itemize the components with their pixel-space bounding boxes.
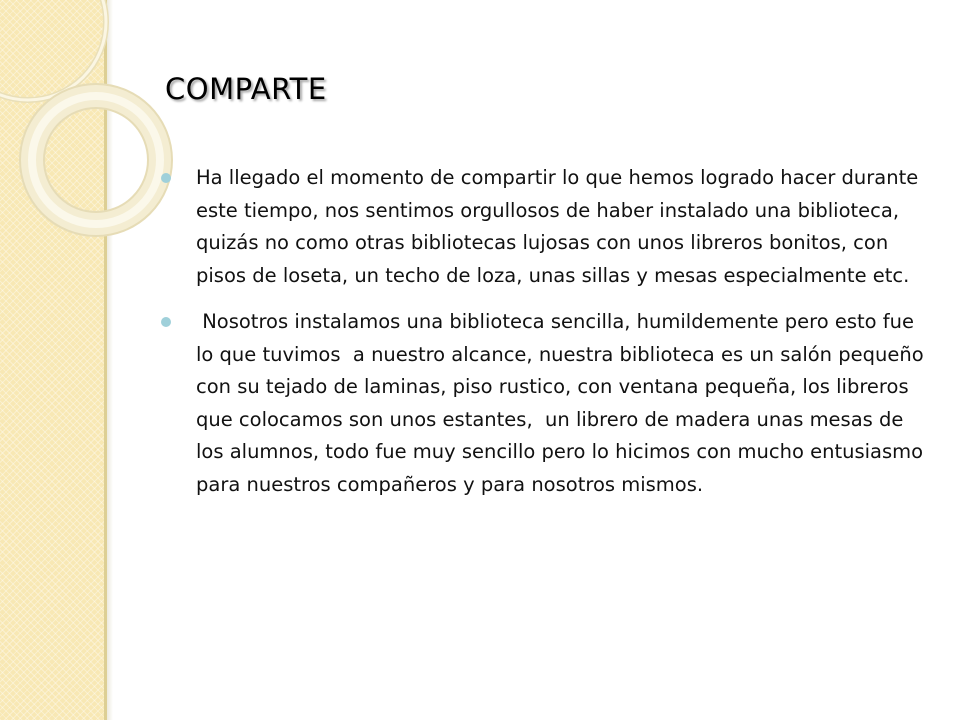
paragraph-text-1: Ha llegado el momento de compartir lo que hemos logrado hacer durante este tiempo, nos sentimos orgullosos de haber instalado una biblioteca, quizás no como otras bibliotecas lujosas con unos libreros bonitos, con pisos de loseta, un techo de loza, unas sillas y mesas especialmente etc. (196, 166, 919, 287)
bullet-paragraph-2 (158, 306, 928, 501)
bullet-paragraph-1 (158, 162, 928, 292)
slide-content (158, 162, 928, 515)
slide-title: COMPARTE (165, 72, 327, 106)
bullet-icon (161, 317, 171, 327)
bullet-icon (161, 173, 171, 183)
paragraph-text-2: Nosotros instalamos una biblioteca sencilla, humildemente pero esto fue lo que tuvimos a nuestro alcance, nuestra biblioteca es un salón pequeño con su tejado de laminas, piso rustico, con ventana pequeña, los libreros que colocamos son unos estantes, un librero de madera unas mesas de los alumnos, todo fue muy sencillo pero lo hicimos con mucho entusiasmo para nuestros compañeros y para nosotros mismos. (196, 310, 930, 496)
decorative-ring-medium-highlight (32, 96, 160, 224)
